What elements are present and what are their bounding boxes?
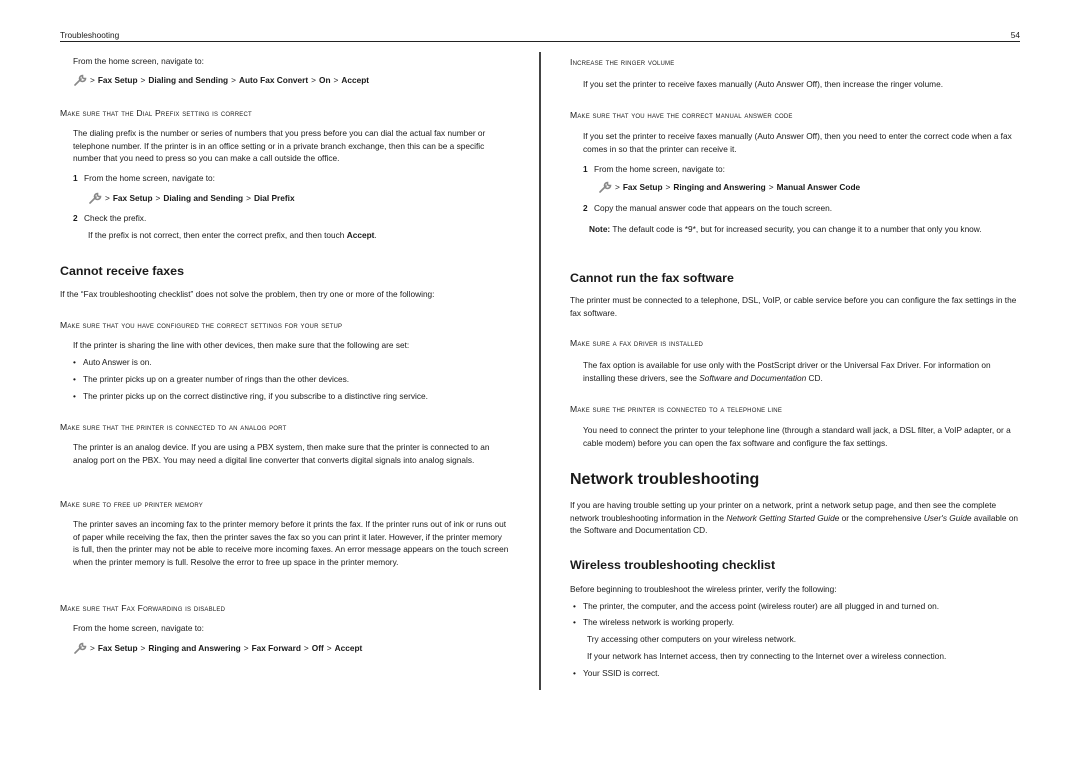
path-separator: >: [90, 75, 95, 85]
menu-path-steps: [73, 642, 510, 655]
sub-paragraph: If your network has Internet access, then try connecting to the Internet over a wireless connection.: [587, 651, 947, 661]
menu-path: [60, 74, 510, 87]
path-step: Manual Answer Code: [776, 182, 861, 192]
bullet-text: The printer picks up on the correct distinctive ring, if you subscribe to a distinctive ring service.: [83, 391, 428, 401]
path-step: Fax Setup: [622, 182, 663, 192]
nav-instruction: From the home screen, navigate to:: [73, 56, 204, 66]
note-end: .: [374, 230, 377, 240]
menu-path-steps: [88, 192, 510, 205]
path-step: Accept: [334, 643, 363, 653]
path-step: Fax Setup: [112, 193, 153, 203]
path-separator: >: [326, 643, 332, 653]
heading-telephone-line: Make sure the printer is connected to a telephone line: [570, 404, 783, 414]
path-separator: >: [311, 75, 316, 85]
path-step: Fax Setup: [97, 75, 138, 85]
bullet-text: Auto Answer is on.: [83, 357, 152, 367]
step-number: 2: [73, 213, 78, 223]
wrench-icon: [598, 181, 612, 193]
step-number: 2: [583, 203, 588, 213]
italic-title: Software and Documentation: [699, 372, 807, 383]
path-step: Off: [311, 643, 324, 653]
path-separator: >: [243, 643, 249, 653]
paragraph: [570, 499, 1020, 537]
menu-path: [60, 642, 510, 655]
note-bold: Accept: [346, 230, 375, 240]
path-separator: >: [665, 182, 671, 192]
wrench-icon: [73, 642, 87, 654]
path-step: Accept: [341, 75, 370, 85]
heading-cannot-receive-faxes: Cannot receive faxes: [60, 264, 184, 278]
paragraph: The printer is an analog device. If you are using a PBX system, then make sure that the printer is connected to an analog port on the PBX. You may need a digital line converter that converts digital signals into analog signals.: [73, 442, 490, 465]
menu-path-steps: [73, 74, 510, 87]
path-separator: >: [333, 75, 339, 85]
path-separator: >: [246, 193, 251, 203]
path-step: Ringing and Answering: [673, 182, 766, 192]
bullet-item: • The printer picks up on the correct distinctive ring, if you subscribe to a distinctive ring service.: [73, 391, 428, 401]
step-number: 1: [73, 173, 78, 183]
step: [60, 212, 510, 225]
text: available on the Software and Documentation CD.: [570, 512, 1019, 536]
path-separator: >: [105, 193, 110, 203]
step-text: From the home screen, navigate to:: [594, 164, 725, 174]
bullet-item: • Your SSID is correct.: [573, 668, 660, 678]
heading-dial-prefix: Make sure that the Dial Prefix setting is correct: [60, 108, 252, 118]
paragraph: If the printer is sharing the line with other devices, then make sure that the following are set:: [73, 340, 410, 350]
menu-path-steps: [598, 181, 1020, 194]
bullet-item: • The printer picks up on a greater number of rings than the other devices.: [73, 374, 350, 384]
paragraph: If you set the printer to receive faxes manually (Auto Answer Off), then increase the ringer volume.: [583, 79, 944, 89]
path-step: Fax Setup: [97, 643, 138, 653]
heading-configured: Make sure that you have configured the correct settings for your setup: [60, 320, 343, 330]
note-label: Note:: [589, 224, 611, 234]
step-text: Check the prefix.: [84, 213, 147, 223]
bullet-text: The printer, the computer, and the access point (wireless router) are all plugged in and turned on.: [583, 601, 940, 611]
path-separator: >: [768, 182, 774, 192]
bullet-item: • The printer, the computer, and the access point (wireless router) are all plugged in and turned on.: [573, 601, 940, 611]
menu-path: [60, 192, 510, 205]
path-step: Auto Fax Convert: [238, 75, 309, 85]
path-separator: >: [231, 75, 236, 85]
wrench-icon: [88, 192, 102, 204]
heading-ringer-volume: Increase the ringer volume: [570, 57, 675, 67]
path-separator: >: [155, 193, 161, 203]
path-step: Dialing and Sending: [148, 75, 229, 85]
step-text: From the home screen, navigate to:: [84, 173, 215, 183]
heading-fax-forwarding: Make sure that Fax Forwarding is disabled: [60, 603, 226, 613]
heading-cannot-run-fax-software: Cannot run the fax software: [570, 271, 734, 285]
step-text: Copy the manual answer code that appears on the touch screen.: [594, 203, 832, 213]
bullet-item: • The wireless network is working properly.: [573, 617, 735, 627]
heading-network-troubleshooting: Network troubleshooting: [570, 471, 760, 488]
page-header: [60, 27, 1020, 42]
path-step: Dialing and Sending: [163, 193, 244, 203]
path-separator: >: [140, 75, 146, 85]
paragraph: The printer saves an incoming fax to the printer memory before it prints the fax. If the printer runs out of ink or runs out of paper while receiving the fax, then the printer saves the fax so you can print it later. However, if the printer memory is full, then the printer may not be able to receive more incoming faxes. An error message appears on the touch screen when the printer memory is full. Resolve the error to free up space in the printer memory.: [73, 519, 509, 567]
bullet-item: • Auto Answer is on.: [73, 357, 152, 367]
step: [60, 172, 510, 185]
sub-paragraph: Try accessing other computers on your wireless network.: [587, 634, 797, 644]
path-step: Dial Prefix: [253, 193, 295, 203]
heading-manual-answer-code: Make sure that you have the correct manual answer code: [570, 110, 793, 120]
bullet-text: Your SSID is correct.: [583, 668, 660, 678]
step: [570, 202, 1020, 215]
text: The fax option is available for use only with the PostScript driver or the Universal Fax Driver. For information on installing these drivers, see the: [583, 360, 991, 383]
note: [570, 223, 1020, 236]
text: CD.: [806, 372, 823, 383]
path-separator: >: [303, 643, 309, 653]
bullet-text: The wireless network is working properly.: [583, 617, 735, 627]
paragraph: If the “Fax troubleshooting checklist” does not solve the problem, then try one or more of the following:: [60, 289, 435, 299]
paragraph: The dialing prefix is the number or series of numbers that you press before you can dial the actual fax number or telephone number. If the printer is in an office setting or in a private branch exchange, then this can be a specific number that you need to press so you can make a call outside the office.: [73, 128, 486, 164]
heading-fax-driver: Make sure a fax driver is installed: [570, 338, 704, 348]
step-note: [60, 229, 510, 242]
wrench-icon: [73, 74, 87, 86]
text: or the comprehensive: [839, 512, 924, 523]
menu-path: [570, 181, 1020, 194]
column-divider: [539, 52, 541, 690]
note-text: If the prefix is not correct, then enter the correct prefix, and then touch: [88, 230, 347, 240]
italic-title: Network Getting Started Guide: [726, 512, 840, 523]
paragraph: Before beginning to troubleshoot the wireless printer, verify the following:: [570, 584, 837, 594]
paragraph: [570, 359, 1020, 384]
note-text: The default code is *9*, but for increased security, you can change it to a number that only you know.: [610, 224, 982, 234]
heading-wireless-checklist: Wireless troubleshooting checklist: [570, 558, 776, 572]
paragraph: You need to connect the printer to your telephone line (through a standard wall jack, a DSL filter, a VoIP adapter, or a cable modem) before you can open the fax software and configure the fax settings.: [583, 425, 1011, 448]
nav-instruction: From the home screen, navigate to:: [73, 623, 204, 633]
path-separator: >: [140, 643, 146, 653]
heading-free-memory: Make sure to free up printer memory: [60, 499, 203, 509]
italic-title: User's Guide: [923, 512, 972, 523]
running-section-title: Troubleshooting: [60, 30, 120, 40]
paragraph: If you set the printer to receive faxes manually (Auto Answer Off), then you need to enter the correct code when a fax comes in so that the printer can receive it.: [583, 131, 1012, 154]
path-step: On: [319, 75, 331, 85]
step-number: 1: [583, 164, 588, 174]
step: [570, 163, 1020, 176]
heading-analog-port: Make sure that the printer is connected to an analog port: [60, 422, 287, 432]
path-separator: >: [615, 182, 620, 192]
text: If you are having trouble setting up your printer on a network, print a network setup page, and then see the complete network troubleshooting information in the: [570, 500, 997, 523]
bullet-text: The printer picks up on a greater number of rings than the other devices.: [83, 374, 350, 384]
path-separator: >: [90, 643, 95, 653]
path-step: Ringing and Answering: [148, 643, 241, 653]
paragraph: The printer must be connected to a telephone, DSL, VoIP, or cable service before you can configure the fax settings in the fax software.: [570, 295, 1017, 318]
page-number: 54: [1010, 30, 1020, 40]
path-step: Fax Forward: [251, 643, 301, 653]
